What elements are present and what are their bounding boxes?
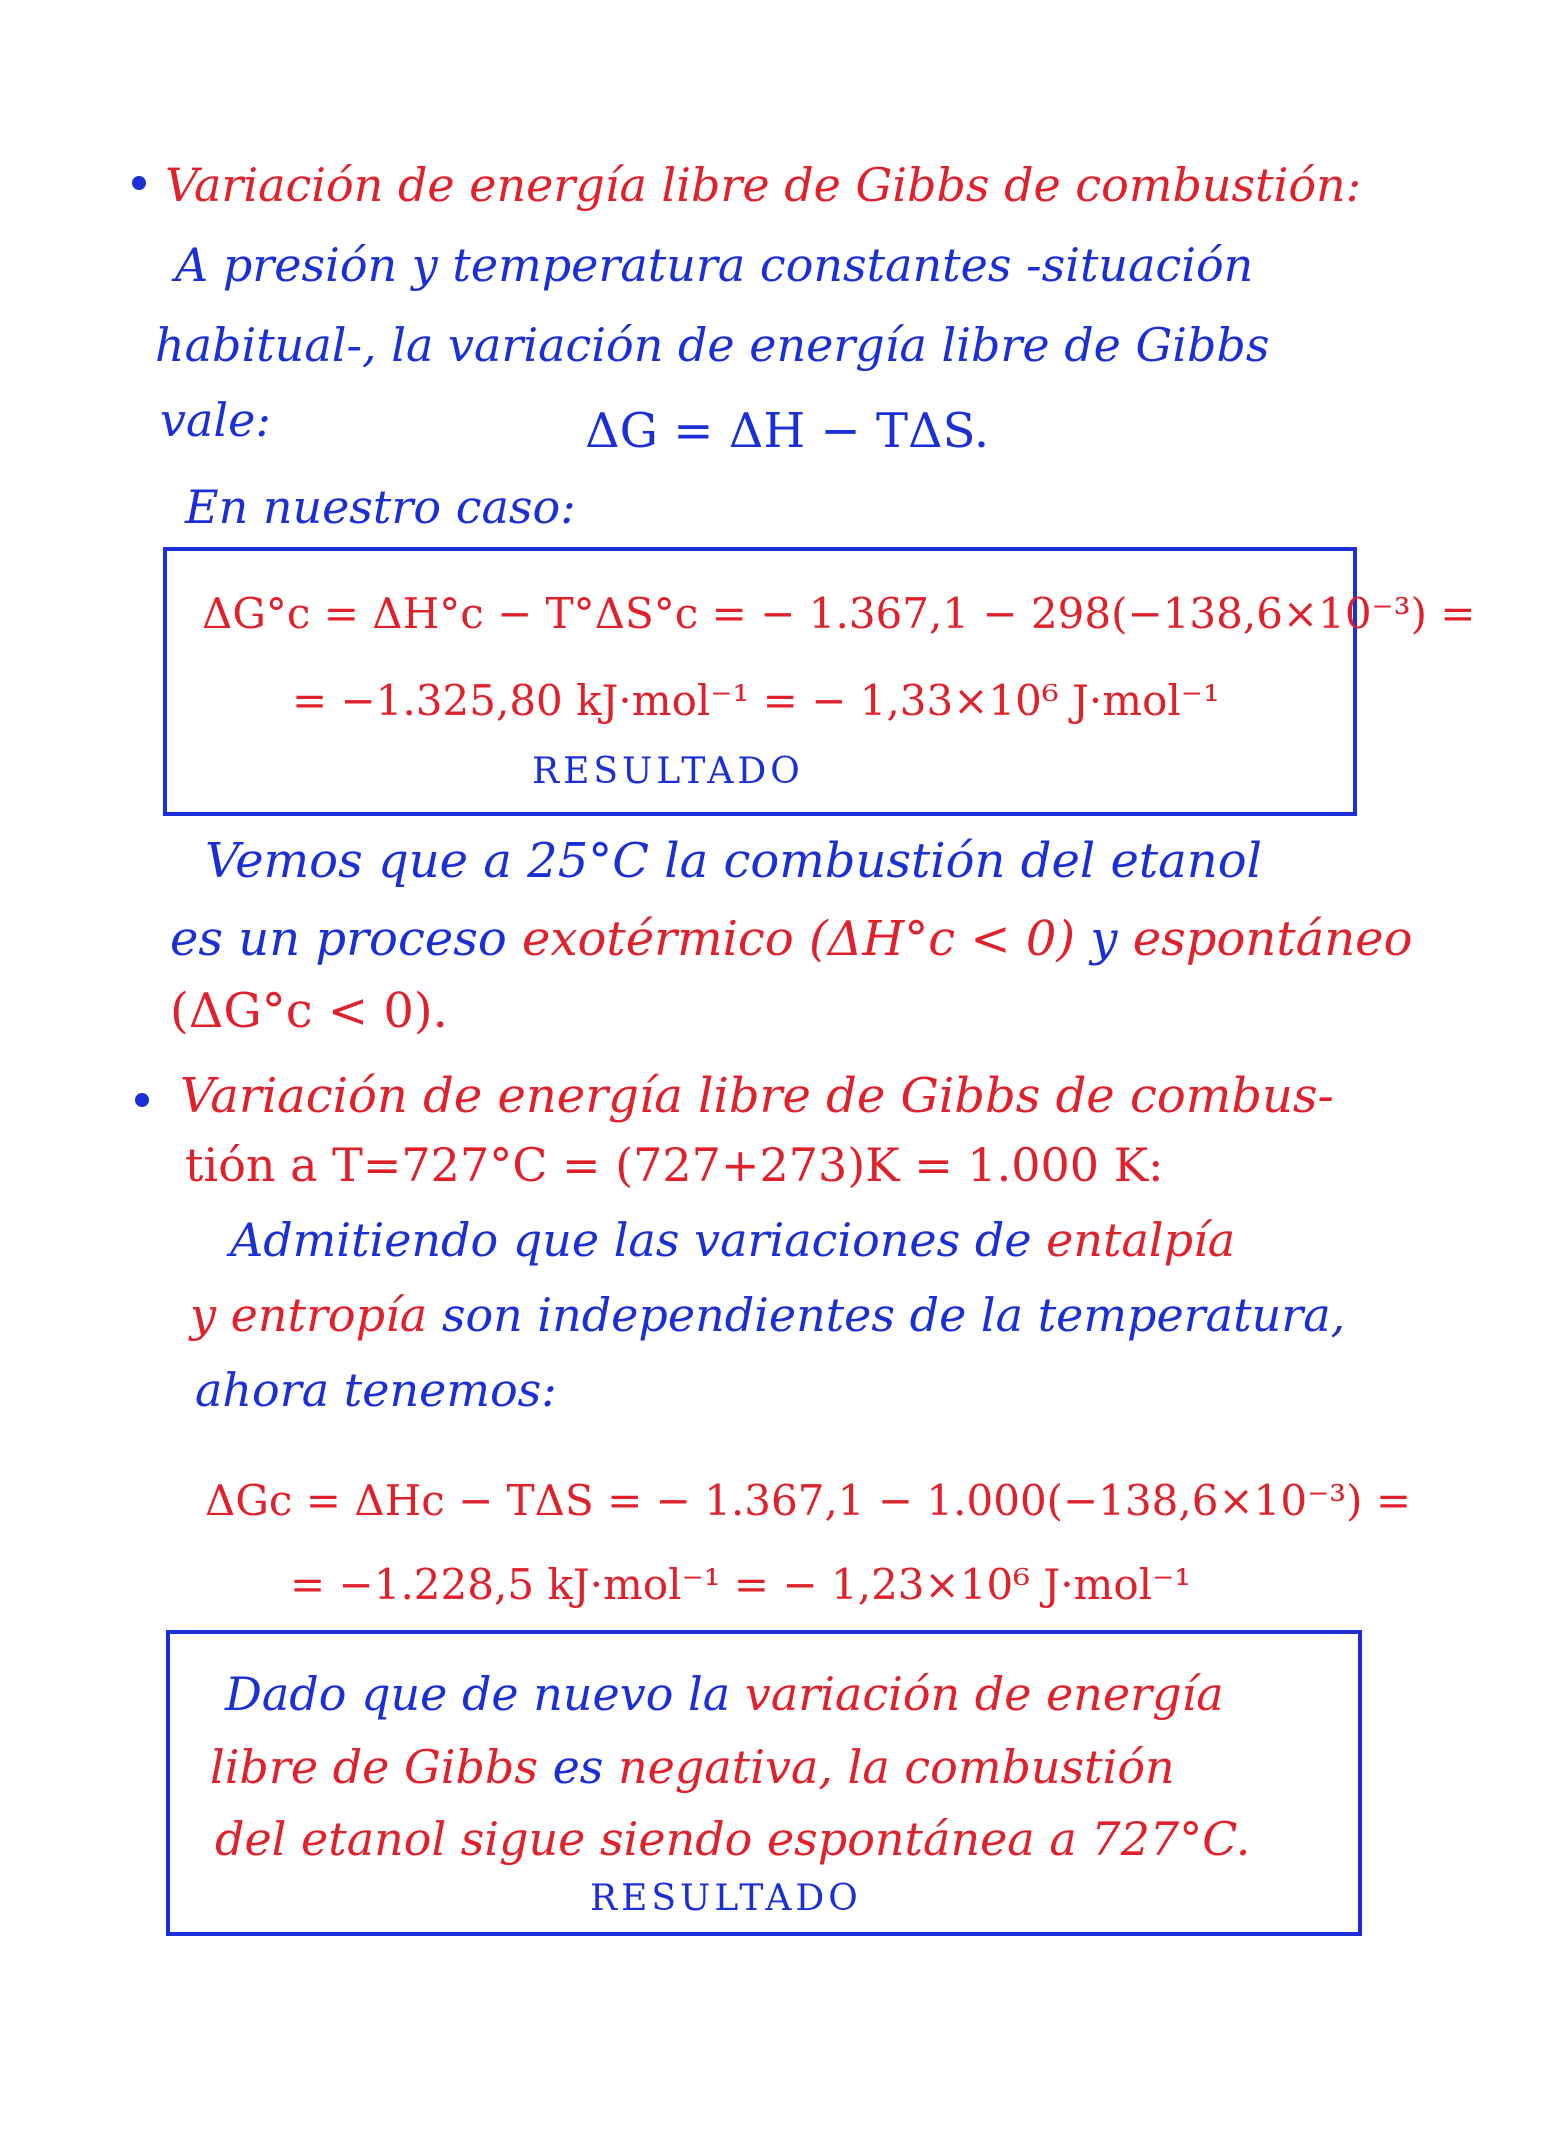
bullet-2 [135,1093,149,1107]
section2-para-line-1 [230,1215,1235,1266]
section1-para-line-3: vale: [160,393,271,447]
section2-heading-line-1: Variación de energía libre de Gibbs de combus- [180,1068,1334,1124]
section2-heading-line-2: tión a T=727°C = (727+273)K = 1.000 K: [185,1138,1164,1192]
box2-text-c: libre de Gibbs [210,1740,538,1794]
para2-text-a: Admitiendo que las variaciones de [230,1213,1032,1267]
section1-conclusion-line-3: (ΔG°c < 0). [170,983,448,1039]
conclusion-text-b: exotérmico (ΔH°c < 0) [522,911,1076,967]
box2-text-e: negativa, la combustión [618,1740,1175,1794]
result-box-2 [166,1630,1362,1936]
box1-result-label: RESULTADO [532,751,804,792]
box2-line-2 [210,1742,1175,1793]
section1-para-line-2: habitual-, la variación de energía libre de Gibbs [155,318,1270,372]
box2-line-3: del etanol sigue siendo espontánea a 727°C. [215,1812,1251,1866]
box2-text-a: Dado que de nuevo la [225,1667,731,1721]
section1-heading: Variación de energía libre de Gibbs de combustión: [165,158,1362,212]
bullet-1 [132,176,146,190]
box1-equation-line-1: ΔG°c = ΔH°c − T°ΔS°c = − 1.367,1 − 298(−138,6×10⁻³) = [202,589,1476,638]
conclusion-text-c: y [1090,911,1118,967]
section2-equation-line-2: = −1.228,5 kJ·mol⁻¹ = − 1,23×10⁶ J·mol⁻¹ [290,1560,1192,1609]
box2-result-label: RESULTADO [590,1878,862,1919]
result-box-1 [163,547,1476,816]
section1-conclusion-line-2 [170,913,1412,966]
para2-text-d: son independientes de la temperatura, [441,1288,1346,1342]
section1-para-line-1: A presión y temperatura constantes -situación [175,238,1254,292]
para2-text-c: y entropía [190,1288,428,1342]
conclusion-text-d: espontáneo [1132,911,1413,967]
section1-conclusion-line-1: Vemos que a 25°C la combustión del etanol [205,833,1262,889]
para2-text-b: entalpía [1046,1213,1236,1267]
section2-para-line-3: ahora tenemos: [195,1363,557,1417]
gibbs-formula: ΔG = ΔH − TΔS. [585,403,990,459]
conclusion-text-a: es un proceso [170,911,507,967]
section1-intro: En nuestro caso: [185,480,576,534]
box1-equation-line-2: = −1.325,80 kJ·mol⁻¹ = − 1,33×10⁶ J·mol⁻¹ [292,676,1220,725]
box2-text-b: variación de energía [744,1667,1224,1721]
box2-text-d: es [552,1740,604,1794]
box2-line-1 [225,1669,1224,1720]
section2-equation-line-1: ΔGc = ΔHc − TΔS = − 1.367,1 − 1.000(−138,6×10⁻³) = [205,1476,1412,1525]
section2-para-line-2 [190,1290,1345,1341]
